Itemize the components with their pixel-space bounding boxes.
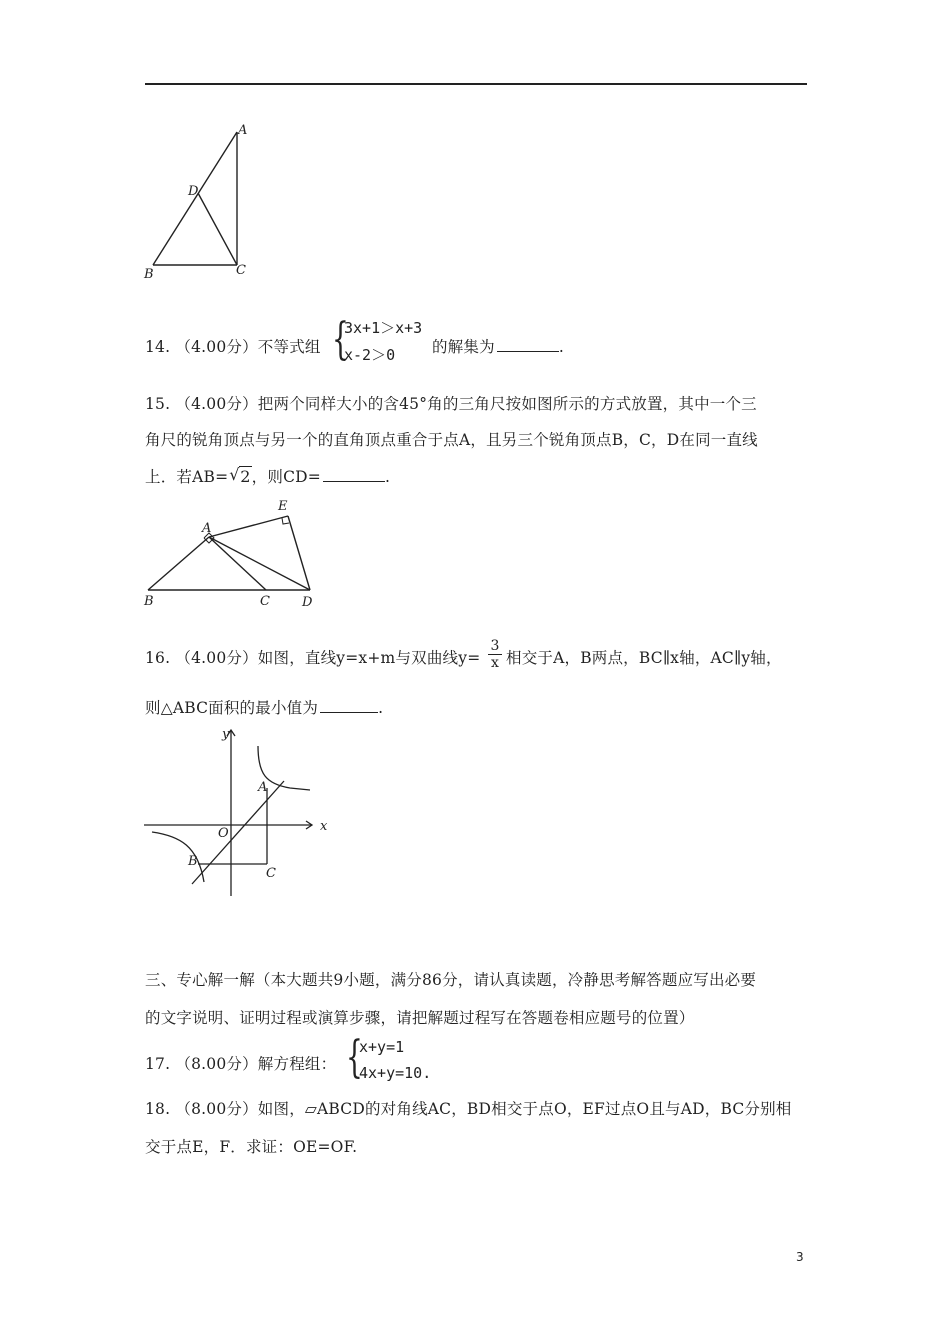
fig16-label-x: x — [320, 819, 328, 834]
q16-frac-den: x — [491, 655, 499, 671]
figure-two-triangles — [140, 494, 325, 614]
fig15-label-d: D — [302, 595, 313, 610]
question-16-line2 — [145, 698, 383, 718]
q16-line2-text: 则△ABC面积的最小值为 — [145, 699, 319, 717]
figure-hyperbola — [140, 724, 340, 904]
fig16-label-y: y — [222, 727, 230, 742]
question-18-line1: 18. （8.00分）如图，▱ABCD的对角线AC，BD相交于点O，EF过点O且与AD，BC分别相 — [145, 1100, 792, 1118]
q16-fraction — [488, 638, 502, 671]
q16-prefix: 16. （4.00分）如图，直线y=x+m与双曲线y= — [145, 649, 481, 667]
q16-frac-num: 3 — [488, 638, 502, 655]
q16-answer-blank — [320, 700, 378, 713]
q17-end: . — [422, 1064, 432, 1082]
question-15-line3 — [145, 467, 390, 487]
fig16-label-a: A — [258, 780, 268, 795]
q14-system — [344, 318, 422, 365]
fig15-label-a: A — [202, 521, 212, 536]
q15-answer-blank — [323, 469, 385, 482]
q14-end: . — [558, 338, 564, 356]
fig13-label-d: D — [188, 184, 199, 199]
q14-suffix: 的解集为 — [432, 338, 495, 356]
fig15-label-b: B — [144, 594, 154, 609]
q15-end: . — [384, 468, 391, 486]
q14-eq1: 3x+1＞x+3 — [344, 319, 423, 337]
fig16-label-c: C — [266, 866, 276, 881]
q17-eq2 — [359, 1063, 431, 1083]
section3-line1: 三、专心解一解（本大题共9小题，满分86分，请认真读题，冷静思考解答题应写出必要 — [145, 971, 757, 989]
q15-sqrt-value: 2 — [240, 467, 251, 486]
fig15-label-e: E — [278, 499, 288, 514]
question-17 — [145, 1054, 336, 1074]
question-16-line1b — [506, 648, 782, 668]
header-rule — [145, 83, 807, 85]
section3-line2: 的文字说明、证明过程或演算步骤，请把解题过程写在答题卷相应题号的位置） — [145, 1009, 695, 1027]
q17-prefix: 17. （8.00分）解方程组： — [145, 1055, 337, 1073]
fig15-label-c: C — [260, 594, 270, 609]
figure-triangle-abcd — [140, 118, 260, 288]
q17-brace: { — [346, 1032, 363, 1083]
q17-system — [359, 1037, 431, 1083]
fig16-label-b: B — [188, 854, 198, 869]
q14-suffix-line — [432, 337, 564, 357]
q17-eq1: x+y=1 — [359, 1038, 405, 1056]
question-15-line1: 15. （4.00分）把两个同样大小的含45°角的三角尺按如图所示的方式放置，其中一个三 — [145, 395, 757, 413]
fig13-label-c: C — [236, 263, 246, 278]
q16-end: . — [378, 699, 384, 717]
question-15-line2: 角尺的锐角顶点与另一个的直角顶点重合于点A，且另三个锐角顶点B，C，D在同一直线 — [145, 431, 758, 449]
question-18-line2: 交于点E，F．求证：OE=OF. — [145, 1138, 358, 1156]
page-number: 3 — [796, 1250, 804, 1264]
q15-line3-prefix: 上．若AB= — [145, 468, 229, 486]
fig16-label-o: O — [218, 826, 229, 841]
q14-answer-blank — [497, 339, 559, 352]
q14-eq2: x-2＞0 — [344, 346, 396, 364]
question-14 — [145, 337, 321, 357]
q17-eq2-text: 4x+y=10 — [359, 1064, 423, 1082]
q14-brace: { — [332, 314, 349, 365]
fig13-label-b: B — [144, 267, 154, 282]
q16-suffix: 相交于A，B两点，BC∥x轴，AC∥y轴， — [506, 649, 782, 667]
q15-line3-mid: ，则CD= — [251, 468, 321, 486]
fig13-label-a: A — [238, 123, 248, 138]
q15-sqrt — [229, 467, 251, 487]
q14-prefix: 14. （4.00分）不等式组 — [145, 338, 321, 356]
question-16-line1a — [145, 648, 480, 668]
